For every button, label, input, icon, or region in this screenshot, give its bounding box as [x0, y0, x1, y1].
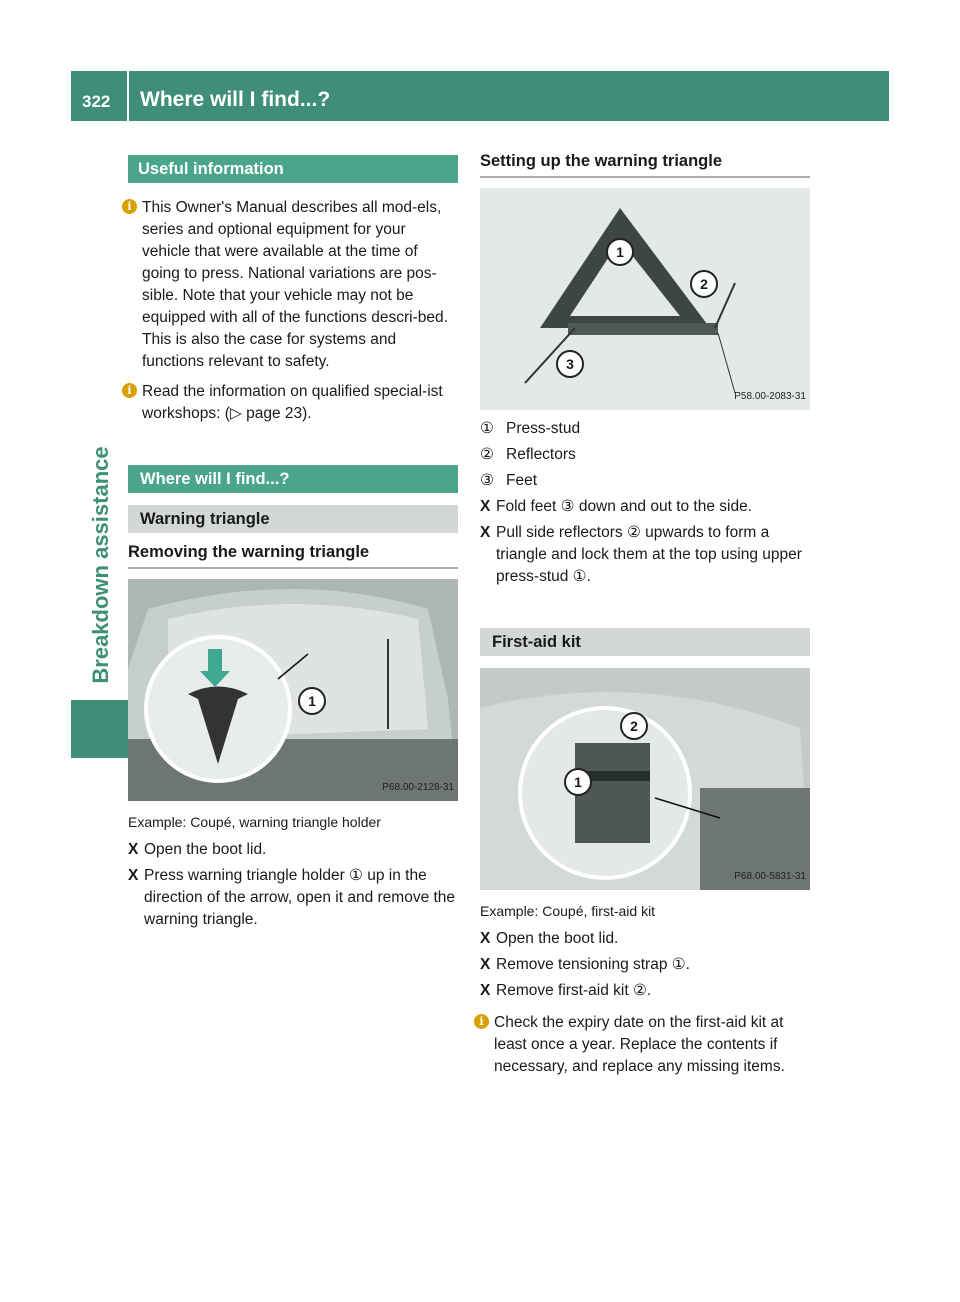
step-text: Remove first-aid kit ②.: [496, 982, 652, 999]
first-aid-heading: First-aid kit: [480, 628, 810, 656]
step-press-holder: [128, 865, 458, 931]
callout-1: 1: [564, 768, 592, 796]
warning-triangle-heading: Warning triangle: [128, 505, 458, 533]
page-title: Where will I find...?: [140, 88, 331, 111]
step-marker: X: [480, 498, 491, 515]
figure-warning-triangle-holder: [128, 579, 458, 801]
step-text: Open the boot lid.: [496, 930, 619, 947]
info-paragraph-workshops: [128, 381, 458, 425]
info-paragraph-expiry: [480, 1012, 810, 1078]
step-marker: X: [128, 841, 139, 858]
legend-item: [480, 418, 810, 440]
useful-information-heading: Useful information: [128, 155, 458, 183]
legend-number: ③: [480, 472, 494, 489]
legend-number: ①: [480, 420, 494, 437]
figure-caption: Example: Coupé, first-aid kit: [480, 903, 656, 919]
info-text-workshops: Read the information on qualified special-ist workshops: (▷ page 23).: [142, 383, 443, 422]
info-icon: i: [122, 383, 137, 398]
info-icon: i: [474, 1014, 489, 1029]
figure-warning-triangle-setup: [480, 188, 810, 410]
step-marker: X: [480, 930, 491, 947]
legend-label: Reflectors: [506, 446, 576, 463]
step-text: Remove tensioning strap ①.: [496, 956, 690, 973]
step-pull-reflectors: [480, 522, 810, 588]
side-tab-block: [71, 700, 128, 758]
callout-2: 2: [690, 270, 718, 298]
callout-2: 2: [620, 712, 648, 740]
side-tab: [86, 440, 116, 690]
step-text: Pull side reflectors ② upwards to form a triangle and lock them at the top using upper press-stud ①.: [496, 524, 802, 585]
step-text: Press warning triangle holder ① up in the direction of the arrow, open it and remove the warning triangle.: [144, 867, 456, 928]
info-icon: i: [122, 199, 137, 214]
legend-item: [480, 444, 810, 466]
left-column: [128, 155, 458, 931]
callout-1: 1: [606, 238, 634, 266]
side-tab-label: Breakdown assistance: [88, 446, 113, 684]
legend-number: ②: [480, 446, 494, 463]
step-marker: X: [480, 956, 491, 973]
step-remove-strap: [480, 954, 810, 976]
callout-3: 3: [556, 350, 584, 378]
legend-label: Feet: [506, 472, 538, 489]
step-remove-kit: [480, 980, 810, 1002]
info-text-manual: This Owner's Manual describes all mod-els, series and optional equipment for your vehicle that were available at the time of going to press. National variations are pos-sible. Note that your vehicle may not be equipped with all of the functions descri-bed. This is also the case for systems and functions relevant to safety.: [142, 199, 448, 370]
where-heading: Where will I find...?: [128, 465, 458, 493]
header-divider: [127, 71, 129, 121]
info-paragraph-manual: [128, 197, 458, 373]
boot-lid-illustration: [128, 579, 458, 801]
step-marker: X: [128, 867, 139, 884]
page-number: 322: [82, 92, 111, 111]
figure-code: P68.00-5831-31: [734, 871, 806, 882]
triangle-illustration: [480, 188, 810, 410]
step-fold-feet: [480, 496, 810, 518]
step-open-boot: [480, 928, 810, 950]
figure-code: P58.00-2083-31: [734, 391, 806, 402]
right-column: [480, 150, 810, 1078]
figure-first-aid-kit: [480, 668, 810, 890]
step-text: Open the boot lid.: [144, 841, 267, 858]
legend-label: Press-stud: [506, 420, 581, 437]
first-aid-illustration: [480, 668, 810, 890]
step-marker: X: [480, 982, 491, 999]
step-open-boot: [128, 839, 458, 861]
setup-heading: Setting up the warning triangle: [480, 150, 810, 178]
removing-heading: Removing the warning triangle: [128, 541, 458, 569]
figure-caption: Example: Coupé, warning triangle holder: [128, 814, 381, 830]
step-marker: X: [480, 524, 491, 541]
info-text-expiry: Check the expiry date on the first-aid kit at least once a year. Replace the contents if necessary, and replace any missing items.: [494, 1014, 785, 1075]
legend-item: [480, 470, 810, 492]
callout-1: 1: [298, 687, 326, 715]
step-text: Fold feet ③ down and out to the side.: [496, 498, 753, 515]
figure-code: P68.00-2128-31: [382, 782, 454, 793]
